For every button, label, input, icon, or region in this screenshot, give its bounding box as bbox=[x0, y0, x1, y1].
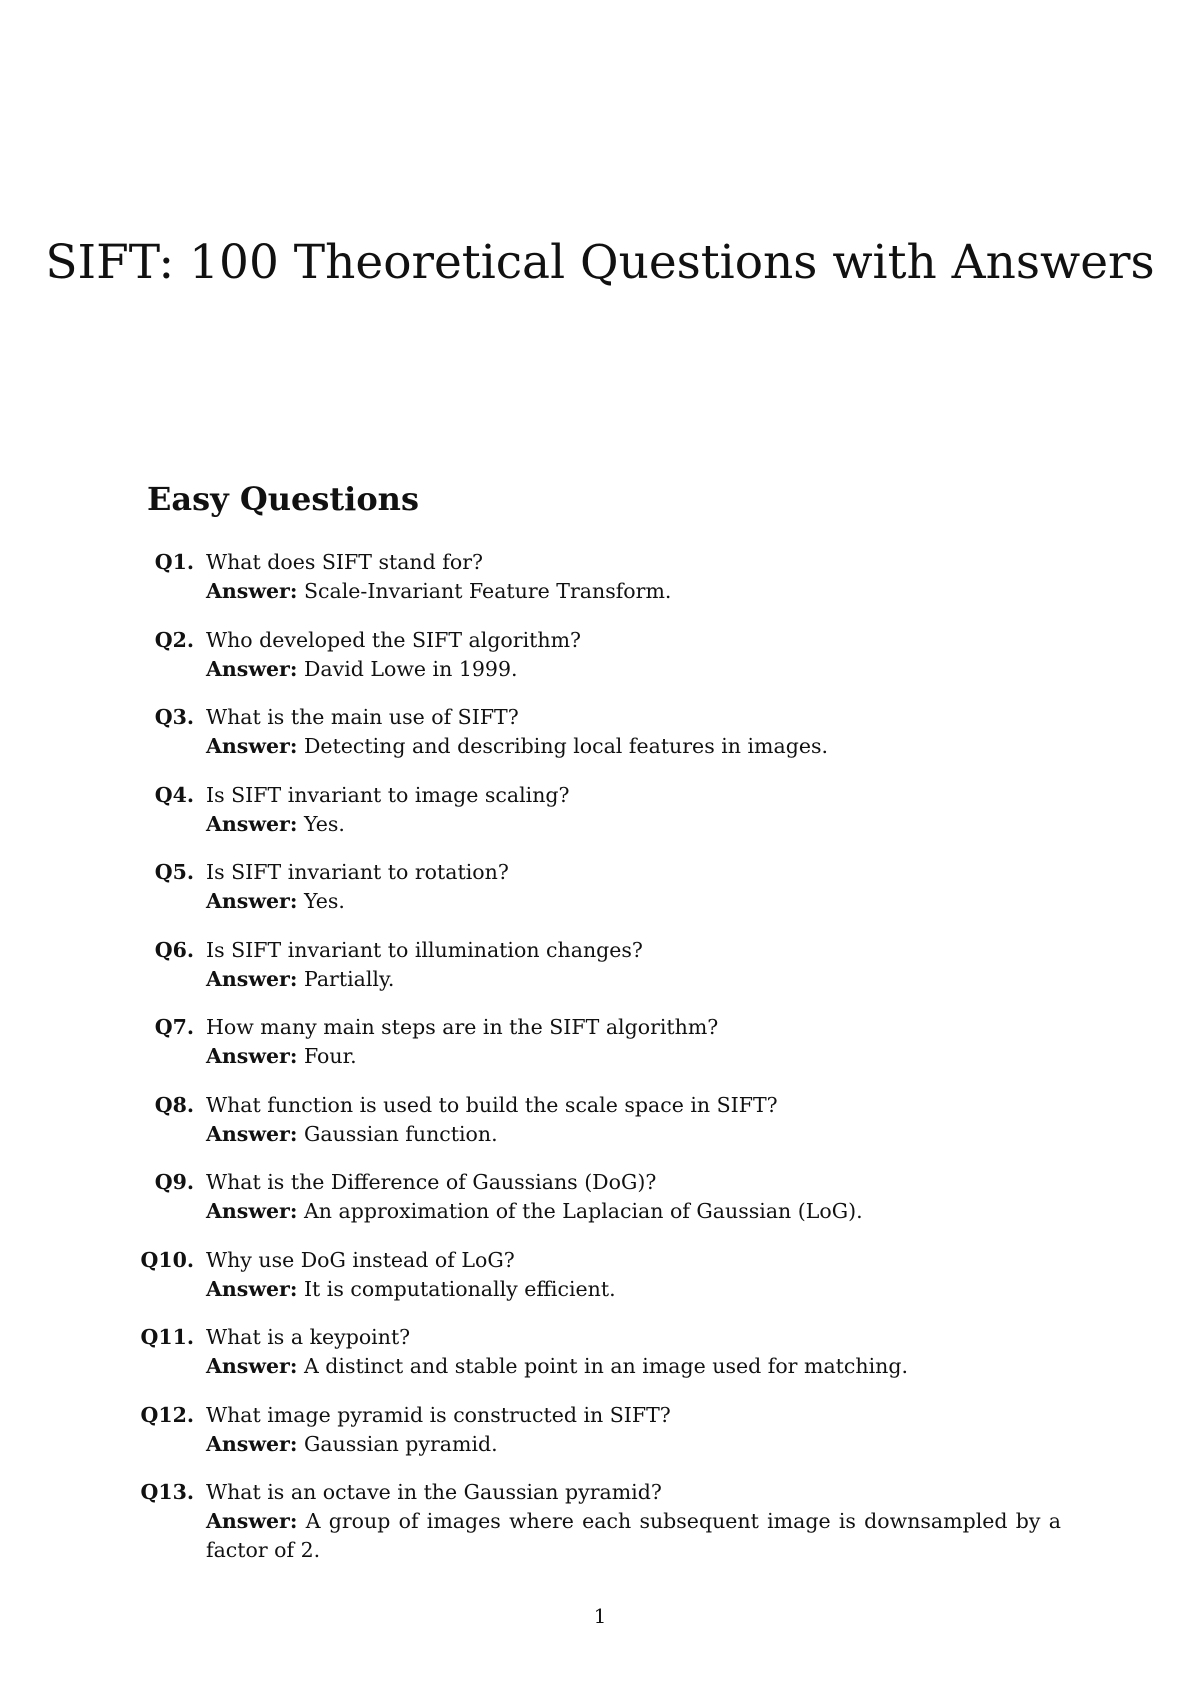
question-number: Q8. bbox=[154, 1092, 194, 1117]
question-number: Q3. bbox=[154, 705, 194, 729]
question-item bbox=[0, 1246, 1200, 1324]
answer-line bbox=[206, 1120, 1061, 1149]
question-text: Why use DoG instead of LoG? bbox=[206, 1247, 515, 1272]
question-body bbox=[206, 626, 1061, 684]
answer-text: An approximation of the Laplacian of Gaussian (LoG). bbox=[303, 1199, 863, 1223]
answer-line bbox=[206, 1430, 1061, 1459]
answer-label: Answer: bbox=[206, 734, 298, 758]
answer-label: Answer: bbox=[206, 811, 298, 836]
question-body bbox=[206, 1478, 1061, 1565]
question-item bbox=[0, 1168, 1200, 1246]
answer-line bbox=[206, 732, 1061, 761]
question-number: Q5. bbox=[154, 860, 194, 884]
answer-line bbox=[206, 965, 1061, 994]
question-body bbox=[206, 548, 1061, 606]
question-body bbox=[206, 936, 1061, 994]
question-text: What is the Difference of Gaussians (DoG)? bbox=[206, 1170, 657, 1194]
answer-label: Answer: bbox=[206, 1276, 298, 1301]
answer-label: Answer: bbox=[206, 1044, 298, 1068]
question-body bbox=[206, 1246, 1061, 1304]
question-body bbox=[206, 703, 1061, 761]
answer-label: Answer: bbox=[206, 966, 298, 991]
question-text: Is SIFT invariant to rotation? bbox=[206, 860, 509, 884]
answer-label: Answer: bbox=[206, 1354, 298, 1378]
question-number: Q11. bbox=[140, 1325, 194, 1349]
question-text: How many main steps are in the SIFT algorithm? bbox=[206, 1015, 719, 1039]
question-text: What function is used to build the scale space in SIFT? bbox=[206, 1092, 778, 1117]
answer-line bbox=[206, 887, 1061, 916]
answer-text: Gaussian function. bbox=[303, 1121, 498, 1146]
answer-line bbox=[206, 1042, 1061, 1071]
question-number: Q2. bbox=[154, 627, 194, 652]
answer-label: Answer: bbox=[206, 579, 298, 603]
answer-text: A group of images where each subsequent image is downsampled by a factor of 2. bbox=[206, 1509, 1061, 1562]
question-text: Is SIFT invariant to illumination changes? bbox=[206, 937, 643, 962]
question-text: What is the main use of SIFT? bbox=[206, 705, 519, 729]
question-item bbox=[0, 936, 1200, 1014]
answer-label: Answer: bbox=[206, 889, 298, 913]
question-text: What is a keypoint? bbox=[206, 1325, 411, 1349]
answer-text: Gaussian pyramid. bbox=[303, 1431, 498, 1456]
answer-text: Scale-Invariant Feature Transform. bbox=[303, 579, 672, 603]
section-heading: Easy Questions bbox=[147, 480, 419, 518]
question-body bbox=[206, 1013, 1061, 1071]
question-item bbox=[0, 1323, 1200, 1401]
answer-label: Answer: bbox=[206, 656, 298, 681]
answer-text: Four. bbox=[303, 1044, 357, 1068]
answer-line bbox=[206, 1507, 1061, 1565]
question-text: What does SIFT stand for? bbox=[206, 550, 483, 574]
answer-text: Partially. bbox=[303, 966, 395, 991]
question-body bbox=[206, 781, 1061, 839]
question-number: Q7. bbox=[154, 1015, 194, 1039]
question-body bbox=[206, 1091, 1061, 1149]
answer-text: Yes. bbox=[303, 889, 345, 913]
question-text: What is an octave in the Gaussian pyramid? bbox=[206, 1480, 662, 1504]
answer-label: Answer: bbox=[206, 1199, 298, 1223]
question-text: What image pyramid is constructed in SIFT? bbox=[206, 1402, 671, 1427]
answer-label: Answer: bbox=[206, 1431, 298, 1456]
answer-text: A distinct and stable point in an image used for matching. bbox=[303, 1354, 908, 1378]
answer-line bbox=[206, 655, 1061, 684]
answer-text: It is computationally efficient. bbox=[303, 1276, 616, 1301]
question-item bbox=[0, 781, 1200, 859]
question-body bbox=[206, 1401, 1061, 1459]
question-item bbox=[0, 1013, 1200, 1091]
question-number: Q6. bbox=[154, 937, 194, 962]
question-item bbox=[0, 1401, 1200, 1479]
question-number: Q10. bbox=[140, 1247, 194, 1272]
document-title: SIFT: 100 Theoretical Questions with Answers bbox=[45, 235, 1155, 290]
question-number: Q12. bbox=[140, 1402, 194, 1427]
answer-label: Answer: bbox=[206, 1121, 298, 1146]
question-body bbox=[206, 858, 1061, 916]
question-number: Q9. bbox=[154, 1170, 194, 1194]
question-item bbox=[0, 1478, 1200, 1588]
question-item bbox=[0, 626, 1200, 704]
question-item bbox=[0, 858, 1200, 936]
answer-text: David Lowe in 1999. bbox=[303, 656, 518, 681]
question-item bbox=[0, 1091, 1200, 1169]
answer-text: Yes. bbox=[303, 811, 345, 836]
question-list bbox=[0, 548, 1200, 1588]
answer-line bbox=[206, 1197, 1061, 1226]
page-number: 1 bbox=[593, 1604, 607, 1628]
answer-line bbox=[206, 577, 1061, 606]
question-number: Q4. bbox=[154, 782, 194, 807]
question-number: Q13. bbox=[140, 1480, 194, 1504]
question-item bbox=[0, 548, 1200, 626]
answer-line bbox=[206, 810, 1061, 839]
question-text: Who developed the SIFT algorithm? bbox=[206, 627, 582, 652]
question-number: Q1. bbox=[154, 550, 194, 574]
answer-line bbox=[206, 1352, 1061, 1381]
answer-line bbox=[206, 1275, 1061, 1304]
question-body bbox=[206, 1168, 1061, 1226]
question-body bbox=[206, 1323, 1061, 1381]
answer-text: Detecting and describing local features in images. bbox=[303, 734, 829, 758]
question-item bbox=[0, 703, 1200, 781]
question-text: Is SIFT invariant to image scaling? bbox=[206, 782, 570, 807]
answer-label: Answer: bbox=[206, 1509, 298, 1533]
